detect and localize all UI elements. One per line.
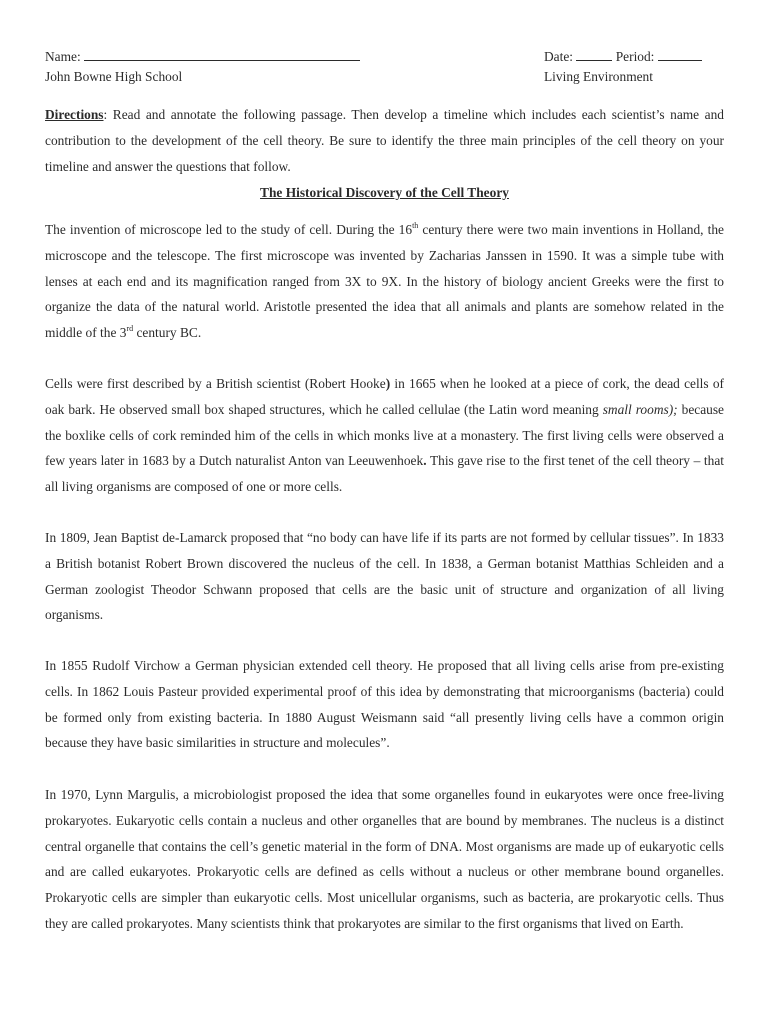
p2-italic-small-rooms: small rooms); xyxy=(602,401,678,417)
date-period-fields xyxy=(544,49,702,65)
p2-text-c: because the boxlike cells of cork reminded him of the cells in which monks live at a monastery. The first living cells were observed a few years later in 1683 by a Dutch naturalist Anton van Leeuwenhoek xyxy=(45,401,724,469)
paragraph-4: In 1855 Rudolf Virchow a German physician extended cell theory. He proposed that all living cells arise from pre-existing cells. In 1862 Louis Pasteur provided experimental proof of this idea by demonstrating that microorganisms (bacteria) could be formed only from existing bacteria. In 1880 August Weismann said “all presently living cells have a common origin because they have basic similarities in structure and molecules”. xyxy=(45,658,724,751)
date-label: Date: xyxy=(544,49,573,64)
p2-text-d: This gave rise to the first tenet of the cell theory – that all living organisms are composed of one or more cells. xyxy=(45,453,724,495)
p1-text-a: The invention of microscope led to the study of cell. During the 16 xyxy=(45,222,413,237)
header-row-2 xyxy=(45,69,724,87)
course-name: Living Environment xyxy=(544,69,653,84)
passage-title: The Historical Discovery of the Cell Theory xyxy=(260,185,509,200)
directions-paragraph xyxy=(45,102,724,179)
name-blank-line[interactable] xyxy=(84,49,360,61)
paragraph-2 xyxy=(45,371,724,500)
period-blank-line[interactable] xyxy=(658,49,702,61)
school-name: John Bowne High School xyxy=(45,69,183,84)
p1-superscript-rd: rd xyxy=(126,324,134,334)
p2-bold-paren: ) xyxy=(385,376,391,391)
name-field[interactable] xyxy=(45,49,360,65)
header-row-1 xyxy=(45,49,724,67)
p1-text-c: century BC. xyxy=(133,325,202,341)
paragraph-1 xyxy=(45,217,724,346)
p2-text-a: Cells were first described by a British scientist (Robert Hooke xyxy=(45,376,386,391)
p2-bold-period: . xyxy=(423,453,427,469)
paragraph-3: In 1809, Jean Baptist de-Lamarck proposed that “no body can have life if its parts are not formed by cellular tissues”. In 1833 a British botanist Robert Brown discovered the nucleus of the cell. In 1838, a German botanist Matthias Schleiden and a German zoologist Theodor Schwann proposed that cells are the basic unit of structure and organization of all living organisms. xyxy=(45,530,724,623)
period-label: Period: xyxy=(615,49,655,64)
paragraph-5: In 1970, Lynn Margulis, a microbiologist proposed the idea that some organelles found in eukaryotes were once free-living prokaryotes. Eukaryotic cells contain a nucleus and other organelles that are bound by membranes. The nucleus is a distinct central organelle that contains the cell’s genetic material in the form of DNA. Most organisms are made up of eukaryotic cells and are called eukaryotes. Prokaryotic cells are defined as cells without a nucleus or other membrane bound organelles. Prokaryotic cells are simpler than eukaryotic cells. Most unicellular organisms, such as bacteria, are prokaryotic cells. Thus they are called prokaryotes. Many scientists think that prokaryotes are similar to the first organisms that lived on Earth. xyxy=(45,787,724,931)
date-blank-line[interactable] xyxy=(576,49,612,61)
name-label: Name: xyxy=(45,49,81,64)
p1-superscript-th: th xyxy=(412,221,419,230)
p2-text-b: in 1665 when he looked at a piece of cork, the dead cells of oak bark. He observed small box shaped structures, which he called cellulae (the Latin word meaning xyxy=(45,376,724,417)
directions-label: Directions xyxy=(45,107,104,122)
directions-text: : Read and annotate the following passage. Then develop a timeline which includes each scientist’s name and contribution to the development of the cell theory. Be sure to identify the three main principles of the cell theory on your timeline and answer the questions that follow. xyxy=(45,107,724,174)
p1-text-b: century there were two main inventions in Holland, the microscope and the telescope. The first microscope was invented by Zacharias Janssen in 1590. It was a simple tube with lenses at each end and its magnification ranged from 3X to 9X. In the history of biology ancient Greeks were the first to organize the data of the natural world. Aristotle presented the idea that all animals and plants are somehow related in the middle of the 3 xyxy=(45,222,724,341)
